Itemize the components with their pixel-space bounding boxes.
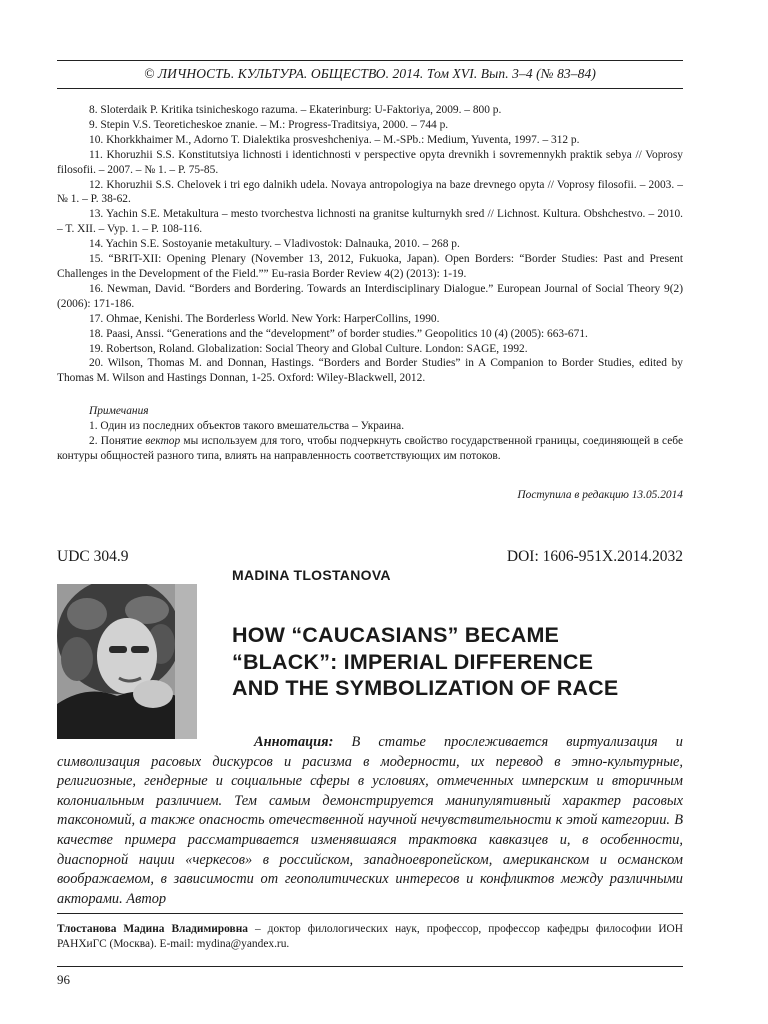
notes-title: Примечания (89, 405, 149, 417)
reference-item: 15. “BRIT-XII: Opening Plenary (November 13, 2012, Fukuoka, Japan). Open Borders: “Border Studies: Past and Present Challenges in the Development of the Field.”” Eu-rasia Border Review 4(2) (2013): 1-19. (57, 253, 683, 280)
annotation (57, 733, 683, 909)
article-title-line: “BLACK”: IMPERIAL DIFFERENCE (232, 649, 594, 674)
header-rule-bottom (57, 88, 683, 89)
author-info (57, 922, 683, 952)
header-rule-top (57, 60, 683, 61)
author-info-rule (57, 913, 683, 914)
article-title (232, 622, 683, 702)
author-photo-image (57, 584, 197, 739)
received-date: Поступила в редакцию 13.05.2014 (517, 489, 683, 501)
reference-item: 13. Yachin S.E. Metakultura – mesto tvorchestva lichnosti na granitse kulturnykh sred // Lichnost. Kultura. Obshchestvo. – 2010. – T. XII. – Vyp. 1. – P. 108-116. (57, 208, 683, 236)
reference-item: 16. Newman, David. “Borders and Bordering. Towards an Interdisciplinary Dialogue.” European Journal of Social Theory 9(2) (2006): 171-186. (57, 282, 683, 310)
author-photo (57, 584, 197, 739)
article-title-line: AND THE SYMBOLIZATION OF RACE (232, 676, 619, 700)
reference-item: 18. Paasi, Anssi. “Generations and the “development” of border studies.” Geopolitics 10 (4) (2005): 663-671. (89, 327, 588, 340)
reference-item: 12. Khoruzhii S.S. Chelovek i tri ego dalnikh udela. Novaya antropologiya na baze drevnego opyta // Voprosy filosofii. – 2003. – № 1. – P. 38-62. (57, 178, 683, 206)
author-details: – доктор филологических наук, профессор, профессор кафедры философии ИОН РАНХиГС (Москва). E-mail: mydina@yandex.ru. (57, 923, 683, 950)
reference-item: 8. Sloterdaik P. Kritika tsinicheskogo razuma. – Ekaterinburg: U-Faktoriya, 2009. – 800 p. (89, 104, 502, 116)
reference-item: 9. Stepin V.S. Teoreticheskoe znanie. – M.: Progress-Traditsiya, 2000. – 744 p. (89, 118, 449, 131)
reference-item: 11. Khoruzhii S.S. Konstitutsiya lichnosti i identichnosti v perspective opyta drevnikh i sovremennykh praktik sebya // Voprosy filosofii. – 2007. – № 1. – P. 75-85. (57, 148, 683, 176)
reference-list (57, 103, 683, 386)
note-term: вектор (145, 434, 181, 447)
notes-section (57, 404, 683, 464)
author-name: MADINA TLOSTANOVA (232, 567, 391, 583)
doi-code: DOI: 1606-951X.2014.2032 (506, 548, 683, 565)
note-item (57, 434, 683, 464)
footer-rule (57, 966, 683, 967)
reference-item: 20. Wilson, Thomas M. and Donnan, Hastings. “Borders and Border Studies” in A Companion to Border Studies, edited by Thomas M. Wilson and Hastings Donnan, 1-25. Oxford: Wiley-Blackwell, 2012. (57, 357, 683, 385)
annotation-text: В статье прослеживается виртуализация и символизация расовых дискурсов и расизма в модерности, их перевод в этно-культурные, религиозные, гендерные и социальные сферы в условиях, отмеченных имперским и вторичным колониальным различием. Тем самым демонстрируется манипулятивный характер расовых таксономий, а также опасность отечественной научной нечувствительности к этой категории. В качестве примера рассматривается изменявшаяся трактовка кавказцев и, в особенности, диаспорной нации «черкесов» в российском, западноевропейском, американском и османском воображаемом, в зависимости от геополитических интересов и конфликтов между различными акторами. Автор (57, 734, 683, 907)
annotation-label: Аннотация: (254, 734, 334, 750)
author-full-name: Тлостанова Мадина Владимировна (57, 923, 248, 935)
note-text: 2. Понятие (89, 434, 146, 447)
udc-code: UDC 304.9 (57, 548, 129, 565)
note-text: мы используем для того, чтобы подчеркнуть свойство государственной границы, соединяющей в себе контуры общностей разного типа, влиять на направленность соответствующих им потоков. (57, 434, 684, 462)
reference-item: 17. Ohmae, Kenishi. The Borderless World. New York: HarperCollins, 1990. (89, 312, 440, 325)
journal-header: © ЛИЧНОСТЬ. КУЛЬТУРА. ОБЩЕСТВО. 2014. Том XVI. Вып. 3–4 (№ 83–84) (144, 66, 596, 81)
reference-item: 10. Khorkkhaimer M., Adorno T. Dialektika prosveshcheniya. – M.-SPb.: Medium, Yuventa, 1997. – 312 p. (89, 133, 580, 146)
article-title-line: HOW “CAUCASIANS” BECAME (232, 623, 560, 647)
reference-item: 19. Robertson, Roland. Globalization: Social Theory and Global Culture. London: SAGE, 1992. (89, 342, 528, 355)
reference-item: 14. Yachin S.E. Sostoyanie metakultury. – Vladivostok: Dalnauka, 2010. – 268 p. (89, 238, 460, 251)
note-item: 1. Один из последних объектов такого вмешательства – Украина. (89, 419, 405, 432)
page-number: 96 (57, 972, 70, 987)
